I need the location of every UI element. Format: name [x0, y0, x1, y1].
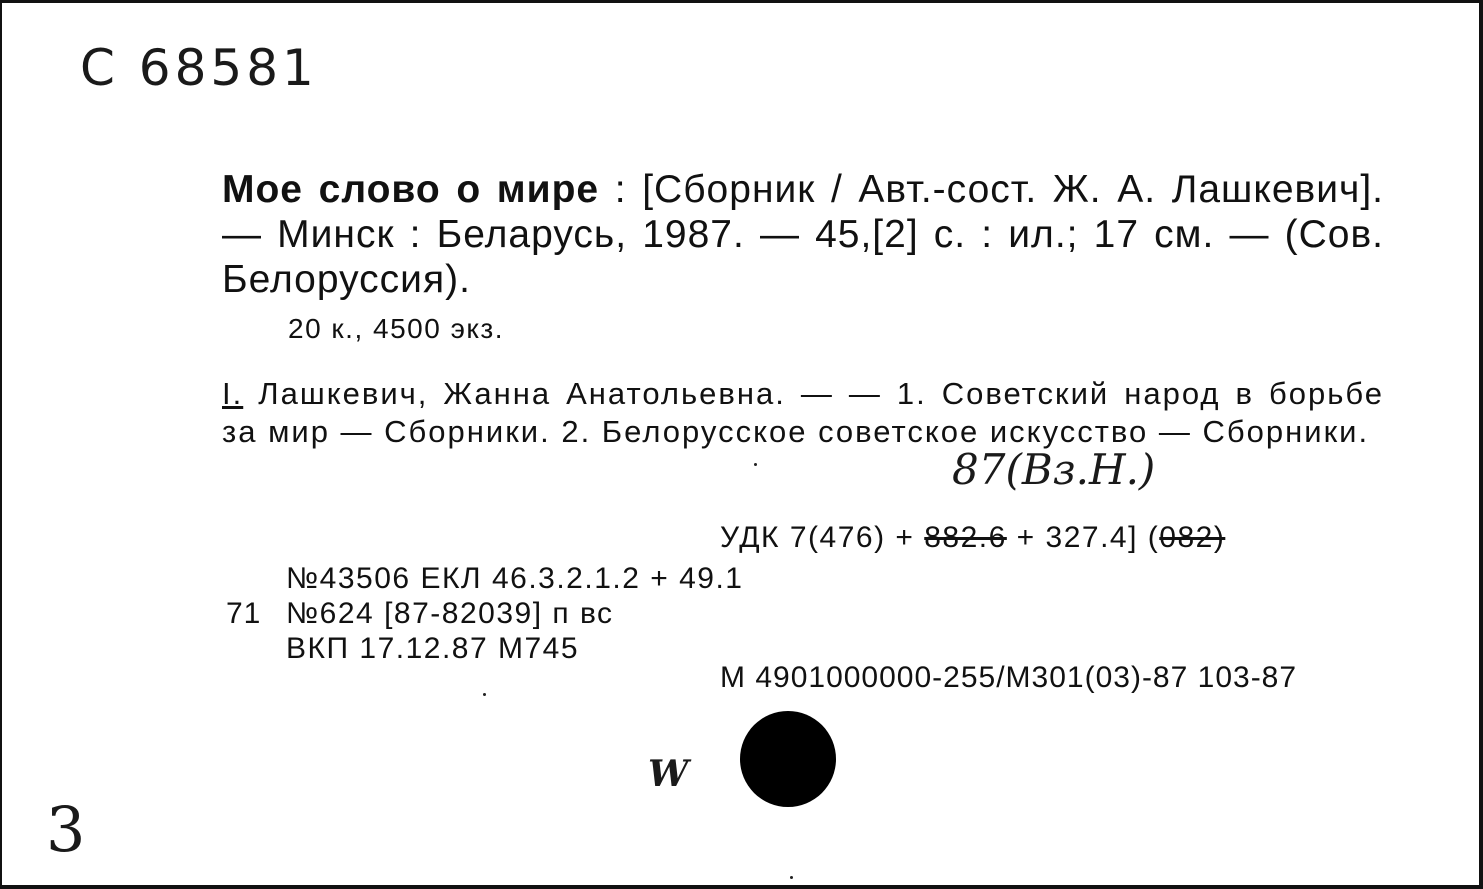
- description-details: : [Сборник / Авт.-сост. Ж. А. Лашкевич]. — Минск : Беларусь, 1987. — 45,[2] с. : ил.; 17 см. — (Сов. Белоруссия).: [222, 168, 1385, 301]
- handwritten-corner-mark: 3: [46, 793, 86, 866]
- order-prefix-number: 71: [226, 597, 262, 630]
- subject-tracing: [222, 375, 1384, 451]
- order-line-2: ВКП 17.12.87 М745: [286, 632, 580, 665]
- m-index-number: М 4901000000-255/М301(03)-87 103-87: [720, 661, 1298, 694]
- ink-speck: [483, 693, 486, 696]
- udk-struck-code-1: 882.6: [924, 521, 1007, 554]
- ekl-block: [286, 561, 743, 666]
- udk-middle: + 327.4] (: [1006, 521, 1160, 554]
- punch-hole: [740, 711, 836, 807]
- tracing-text: Лашкевич, Жанна Анатольевна. — — 1. Советский народ в борьбе за мир — Сборники. 2. Белорусское советское искусство — Сборники.: [222, 376, 1384, 449]
- udk-classification: [720, 521, 1225, 555]
- call-number: С 68581: [80, 39, 318, 97]
- bibliographic-description: [222, 167, 1384, 302]
- ekl-line: №43506 ЕКЛ 46.3.2.1.2 + 49.1: [286, 562, 744, 595]
- udk-prefix: УДК 7(476) +: [720, 521, 925, 554]
- ink-speck: [754, 463, 757, 466]
- tracing-roman-numeral: I.: [222, 376, 244, 411]
- price-and-print-run: 20 к., 4500 экз.: [288, 313, 505, 344]
- handwritten-shelf-mark: 87(Вз.Н.): [952, 445, 1156, 494]
- handwritten-initials: W: [648, 753, 689, 795]
- order-line-1: №624 [87-82039] п вс: [286, 597, 614, 630]
- ink-speck: [790, 876, 793, 879]
- book-title: Мое слово о мире: [222, 168, 600, 211]
- udk-struck-code-2: 082): [1159, 521, 1226, 554]
